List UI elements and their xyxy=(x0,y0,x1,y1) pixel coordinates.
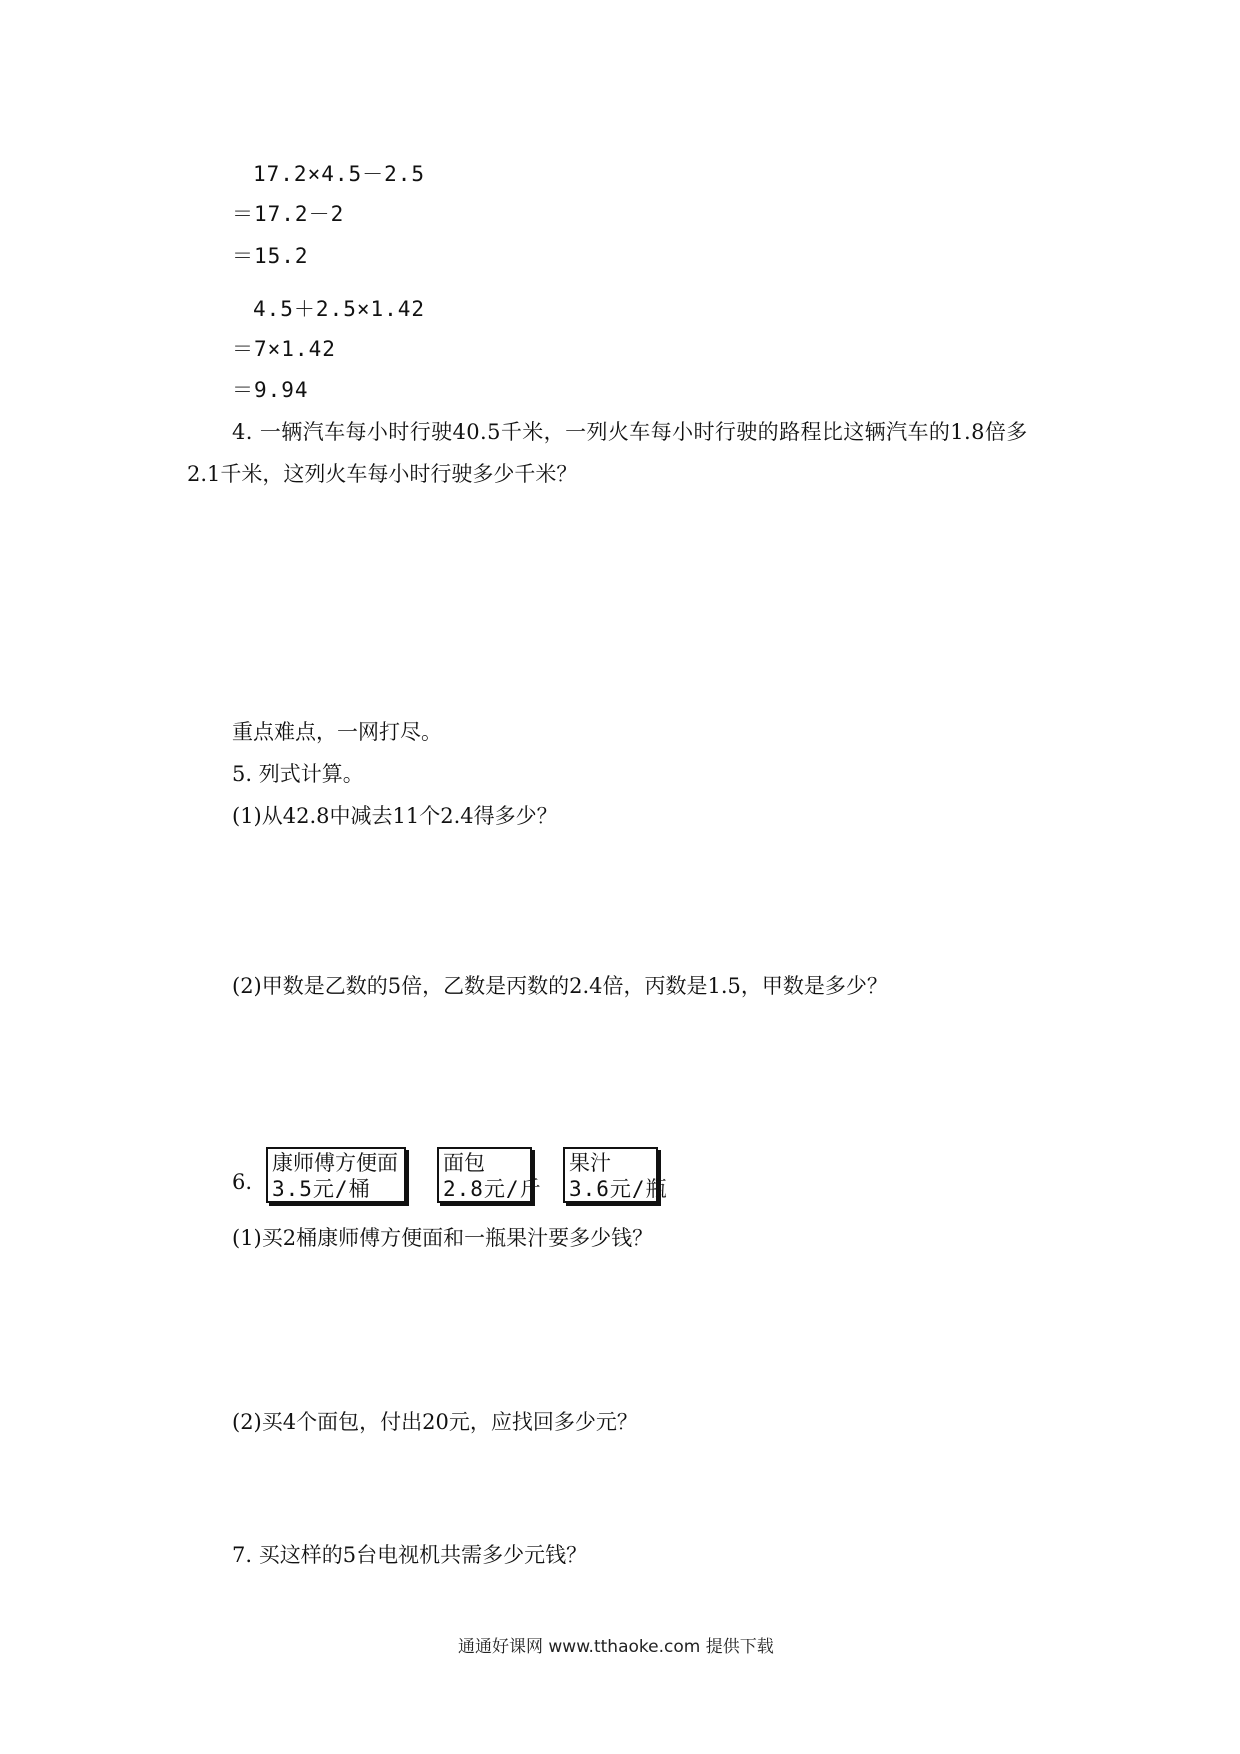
calc-b-step-1: ＝7×1.42 xyxy=(232,337,336,361)
price-tag-price: 3.5元/桶 xyxy=(272,1177,371,1201)
calc-a-expression: 17.2×4.5－2.5 xyxy=(253,162,426,186)
question-6-part-1: (1)买2桶康师傅方便面和一瓶果汁要多少钱？ xyxy=(232,1226,654,1250)
question-4-line-2: 2.1千米，这列火车每小时行驶多少千米？ xyxy=(187,462,578,486)
section-title: 重点难点，一网打尽。 xyxy=(232,720,442,744)
question-5-title: 5. 列式计算。 xyxy=(232,762,364,786)
question-4-line-1: 4. 一辆汽车每小时行驶40.5千米，一列火车每小时行驶的路程比这辆汽车的1.8倍多 xyxy=(232,420,1028,444)
question-5-part-1: (1)从42.8中减去11个2.4得多少？ xyxy=(232,804,558,828)
price-tag-juice xyxy=(563,1147,668,1203)
calc-a-step-2: ＝15.2 xyxy=(232,244,309,268)
calc-b-step-2: ＝9.94 xyxy=(232,378,309,402)
price-tag-price: 3.6元/瓶 xyxy=(569,1177,668,1201)
price-tag-name: 果汁 xyxy=(569,1151,611,1175)
question-7-title: 7. 买这样的5台电视机共需多少元钱？ xyxy=(232,1543,588,1567)
question-5-part-2: (2)甲数是乙数的5倍，乙数是丙数的2.4倍，丙数是1.5，甲数是多少？ xyxy=(232,974,888,998)
price-tag-name: 康师傅方便面 xyxy=(272,1151,398,1175)
page-footer: 通通好课网 www.tthaoke.com 提供下载 xyxy=(458,1637,774,1657)
question-6-part-2: (2)买4个面包，付出20元，应找回多少元？ xyxy=(232,1410,638,1434)
price-tag-bread xyxy=(437,1147,542,1203)
price-tag-instant-noodles xyxy=(266,1147,406,1203)
question-6-number: 6. xyxy=(232,1170,253,1194)
calc-b-expression: 4.5＋2.5×1.42 xyxy=(253,297,426,321)
price-tag-name: 面包 xyxy=(443,1151,485,1175)
calc-a-step-1: ＝17.2－2 xyxy=(232,202,345,226)
price-tag-price: 2.8元/斤 xyxy=(443,1177,542,1201)
